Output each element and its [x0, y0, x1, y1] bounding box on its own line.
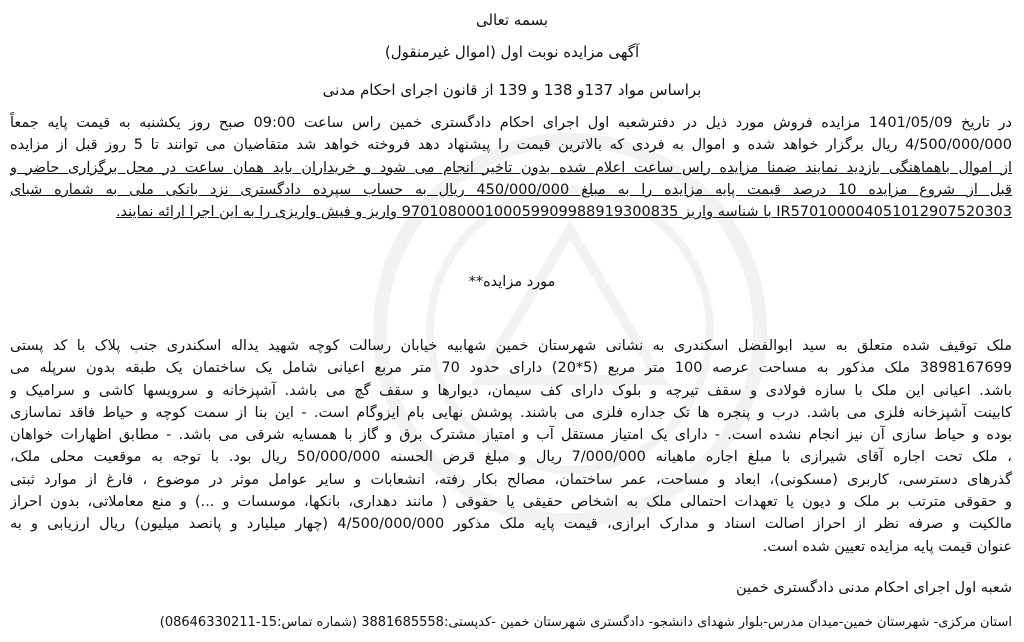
description-line: ملک توقیف شده متعلق به سید ابوالفضل اسکندری به نشانی شهرستان خمین شهابیه خیابان رسالت کوچه شهید یداله اسکندری جنب پلاک با کد پستی	[10, 338, 1012, 354]
description-line: 3898167699 ملک مذکور به مساحت عرصه 100 متر مربع (5*20) دارای حدود 70 متر مربع اعیانی شامل یک ساختمان یک طبقه بدون سرپله می	[10, 360, 1012, 377]
subject-heading: مورد مزایده**	[468, 274, 556, 290]
header-legal-basis: براساس مواد 137و 138 و 139 از قانون اجرای احکام مدنی	[322, 81, 702, 99]
property-description	[10, 335, 1012, 558]
description-line: بوده و حیاط سازی آن نیز انجام نشده است. - دارای یک امتیاز مستقل آب و امتیاز مشترک برق و گاز با همسایه شرقی می باشد. - مطابق اظهارات خواهان	[10, 427, 1012, 444]
contact-address: استان مرکزی- شهرستان خمین-میدان مدرس-بلوار شهدای دانشجو- دادگستری شهرستان خمین -کدپستی:3881685558 (شماره تماس:15-08646330211)	[159, 615, 1012, 630]
header-title: آگهی مزایده نوبت اول (اموال غیرمنقول)	[384, 43, 640, 61]
header-bismillah: بسمه تعالی	[475, 11, 549, 29]
intro-line: 4/500/000/000 ریال برگزار خواهد شده و اموال به فردی که بالاترین قیمت را پیشنهاد دهد فروخته خواهد شد متقاضیان می توانند تا 5 روز قبل از مزایده	[10, 137, 1012, 154]
description-line: باشد. اعیانی این ملک با سازه فولادی و سقف تیرچه و بلوک دارای کف سیمان، دیوارها و سقف گچ می باشد. آشپزخانه و سرویسها کاشی و سرامیک و	[10, 382, 1012, 399]
description-line: عنوان قیمت پایه مزایده تعیین شده است.	[762, 538, 1012, 555]
intro-line: IR570100004051012907520303 با شناسه واریز 970108000100059909988919300835 واریز و فیش واریزی را به این اجرا ارائه نمایند.	[115, 204, 1012, 221]
intro-line: قبل از شروع مزایده 10 درصد قیمت پایه مزایده را به مبلغ 450/000/000 ریال به حساب سپرده دادگستری نزد بانکی ملی به شماره شبای	[10, 181, 1012, 198]
description-line: کابینت آشپزخانه فلزی می باشد. درب و پنجره ها تک جداره فلزی می باشند. پوشش نهایی بام ایزوگام است. - این بنا از سمت کوچه و حیاط فاقد نماسازی	[10, 404, 1012, 421]
intro-line: در تاریخ 1401/05/09 مزایده فروش مورد ذیل در دفترشعبه اول اجرای احکام دادگستری خمین راس ساعت 09:00 صبح روز یکشنبه به قیمت پایه جمعاً	[10, 115, 1012, 131]
signature-authority: شعبه اول اجرای احکام مدنی دادگستری خمین	[735, 580, 1012, 596]
intro-paragraph	[10, 112, 1012, 223]
intro-line: از اموال باهماهنگی بازدید نمایند ضمنا مزایده راس ساعت اعلام شده بدون تاخیر انجام می شود و خریداران باید همان ساعت در محل برگزاری حاضر و	[10, 159, 1012, 176]
description-line: مالکیت و صرفه نظر از احراز اصالت اسناد و مدارک ابرازی، قیمت پایه ملک مذکور 4/500/000/000 (چهار میلیارد و پانصد میلیون) ریال ارزیابی و به	[10, 516, 1012, 533]
description-line: ، ملک تحت اجاره آقای شیرازی با مبلغ اجاره ماهیانه 7/000/000 ریال و مبلغ قرض الحسنه 50/000/000 ریال بود. با توجه به موقعیت محلی ملک،	[10, 449, 1012, 466]
description-line: و حقوقی مترتب بر ملک و دیون یا تعهدات احتمالی ملک به اشخاص حقیقی یا حقوقی ( مانند دهداری، بانکها، موسسات و ...) و منع معاملاتی، بدون احراز	[10, 494, 1012, 511]
description-line: گذرهای دسترسی، کاربری (مسکونی)، ابعاد و مساحت، عمر ساختمان، مصالح بکار رفته، انشعابات و سایر عوامل موثر در موضوع ، فارغ از موارد ثبتی	[10, 471, 1012, 488]
